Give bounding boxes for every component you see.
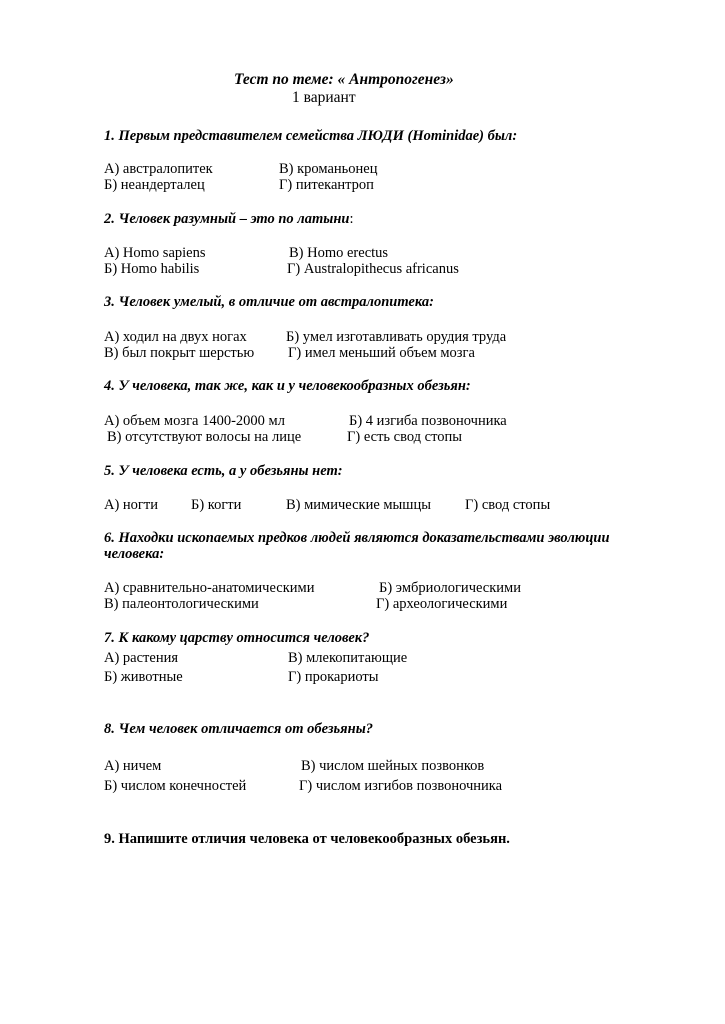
question-6-line-2: человека: (104, 546, 165, 562)
q1-option-v: В) кроманьонец (279, 161, 378, 177)
question-9: 9. Напишите отличия человека от человекообразных обезьян. (104, 831, 510, 847)
q8-option-a: А) ничем (104, 758, 162, 774)
question-7: 7. К какому царству относится человек? (104, 630, 370, 646)
question-4: 4. У человека, так же, как и у человекообразных обезьян: (104, 378, 471, 394)
q7-option-g: Г) прокариоты (288, 669, 379, 685)
q1-option-g: Г) питекантроп (279, 177, 374, 193)
question-6-line-1: 6. Находки ископаемых предков людей являются доказательствами эволюции (104, 530, 610, 546)
q6-option-g: Г) археологическими (376, 596, 508, 612)
q2-option-b: Б) Homo habilis (104, 261, 200, 277)
q5-option-v: В) мимические мышцы (286, 497, 431, 513)
q6-option-a: А) сравнительно-анатомическими (104, 580, 315, 596)
q7-option-a: А) растения (104, 650, 179, 666)
question-2-text: 2. Человек разумный – это по латыни (104, 211, 350, 227)
q5-option-b: Б) когти (191, 497, 242, 513)
q4-option-v: В) отсутствуют волосы на лице (107, 429, 302, 445)
question-3: 3. Человек умелый, в отличие от австралопитека: (104, 294, 434, 310)
q5-option-a: А) ногти (104, 497, 158, 513)
q6-option-v: В) палеонтологическими (104, 596, 259, 612)
q3-option-a: А) ходил на двух ногах (104, 329, 247, 345)
q1-option-a: А) австралопитек (104, 161, 213, 177)
q8-option-v: В) числом шейных позвонков (301, 758, 485, 774)
question-2-colon: : (349, 211, 354, 227)
test-title: Тест по теме: « Антропогенез» (234, 71, 454, 88)
q2-option-g: Г) Australopithecus africanus (287, 261, 459, 277)
q8-option-b: Б) числом конечностей (104, 778, 247, 794)
q7-option-b: Б) животные (104, 669, 183, 685)
q3-option-v: В) был покрыт шерстью (104, 345, 255, 361)
q5-option-g: Г) свод стопы (465, 497, 551, 513)
q2-option-v: В) Homo erectus (289, 245, 389, 261)
question-2 (104, 210, 353, 228)
question-8: 8. Чем человек отличается от обезьяны? (104, 721, 374, 737)
question-5: 5. У человека есть, а у обезьяны нет: (104, 463, 343, 479)
question-1: 1. Первым представителем семейства ЛЮДИ (Hominidae) был: (104, 128, 518, 144)
q4-option-a: А) объем мозга 1400-2000 мл (104, 413, 285, 429)
q1-option-b: Б) неандерталец (104, 177, 205, 193)
q6-option-b: Б) эмбриологическими (379, 580, 521, 596)
q2-option-a: А) Homo sapiens (104, 245, 206, 261)
q3-option-g: Г) имел меньший объем мозга (288, 345, 475, 361)
q4-option-b: Б) 4 изгиба позвоночника (349, 413, 507, 429)
q4-option-g: Г) есть свод стопы (347, 429, 462, 445)
q3-option-b: Б) умел изготавливать орудия труда (286, 329, 507, 345)
q7-option-v: В) млекопитающие (288, 650, 408, 666)
q8-option-g: Г) числом изгибов позвоночника (299, 778, 503, 794)
variant-label: 1 вариант (292, 89, 356, 106)
